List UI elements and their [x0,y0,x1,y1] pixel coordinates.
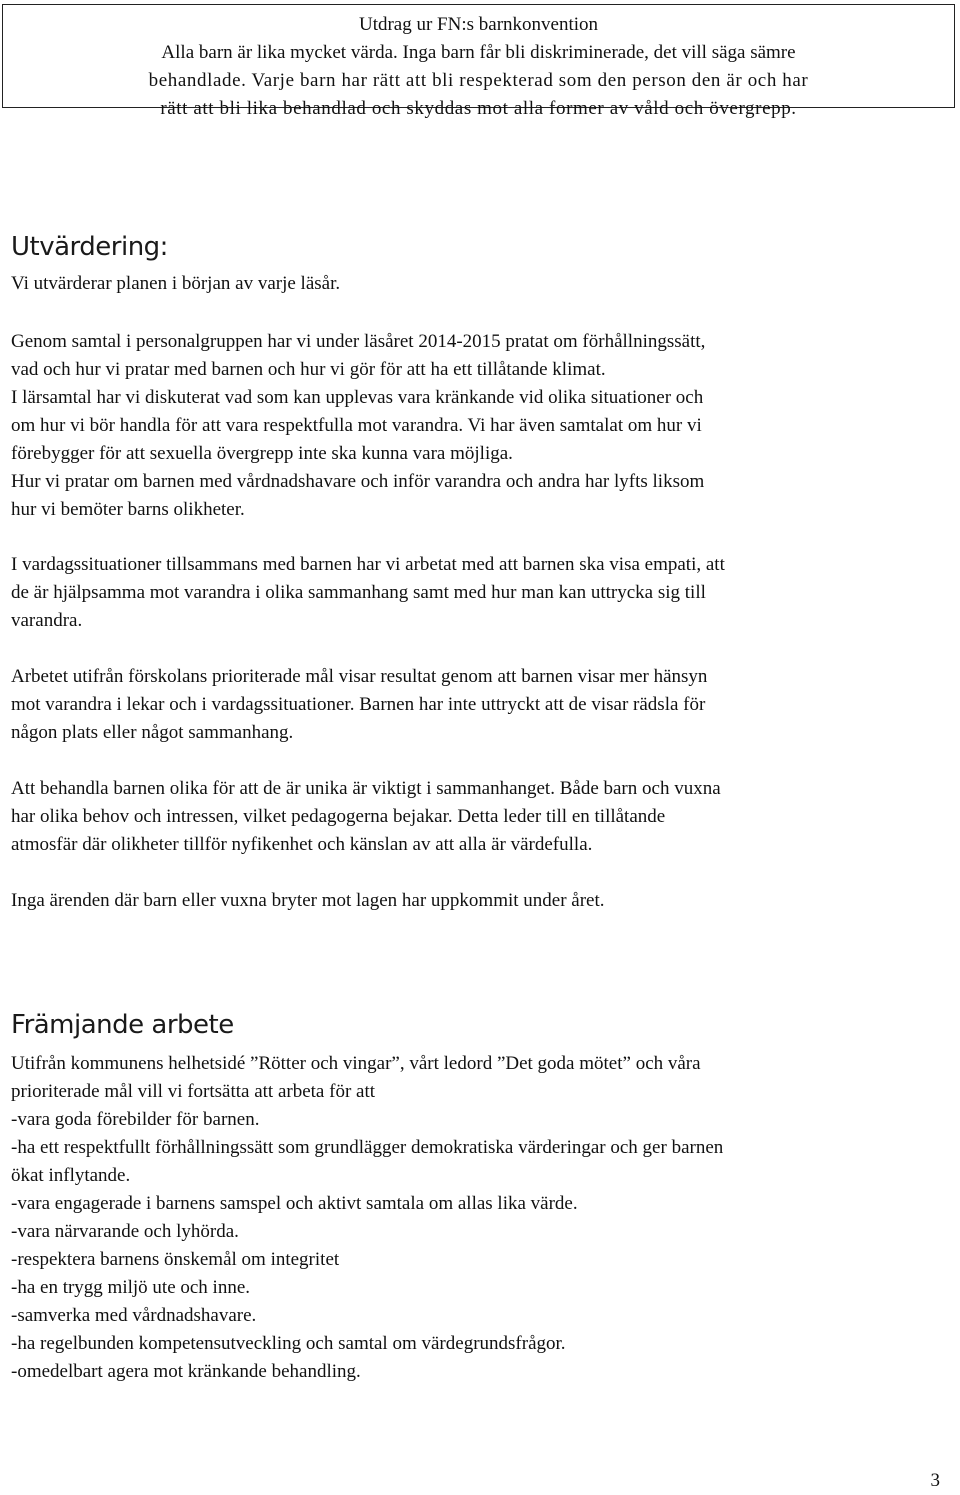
excerpt-title: Utdrag ur FN:s barnkonvention [358,14,599,35]
text-line: Vi utvärderar planen i början av varje läsår. [11,273,341,294]
text-line: Arbetet utifrån förskolans prioriterade mål visar resultat genom att barnen visar mer hänsyn [11,666,708,687]
evaluation-paragraph-2 [11,551,946,635]
list-item: -vara engagerade i barnens samspel och aktivt samtala om allas lika värde. [11,1193,578,1214]
text-line: Att behandla barnen olika för att de är unika är viktigt i sammanhanget. Både barn och vuxna [11,778,721,799]
excerpt-line: behandlade. Varje barn har rätt att bli respekterad som den person den är och har [148,70,809,91]
evaluation-intro [11,270,946,298]
evaluation-paragraph-1 [11,328,946,524]
text-line: prioriterade mål vill vi fortsätta att arbeta för att [11,1081,376,1102]
text-line: I vardagssituationer tillsammans med barnen har vi arbetat med att barnen ska visa empati, att [11,554,725,575]
list-item: -ha ett respektfullt förhållningssätt som grundlägger demokratiska värderingar och ger barnen [11,1137,724,1158]
promotion-heading: Främjande arbete [11,1010,234,1040]
list-item: -vara närvarande och lyhörda. [11,1221,239,1242]
promotion-list [11,1050,946,1386]
text-line: Utifrån kommunens helhetsidé ”Rötter och vingar”, vårt ledord ”Det goda mötet” och våra [11,1053,701,1074]
list-item: -vara goda förebilder för barnen. [11,1109,260,1130]
page-number: 3 [930,1470,940,1491]
evaluation-paragraph-3 [11,663,946,747]
text-line: Hur vi pratar om barnen med vårdnadshavare och inför varandra och andra har lyfts liksom [11,471,705,492]
text-line: I lärsamtal har vi diskuterat vad som kan upplevas vara kränkande vid olika situationer och [11,387,704,408]
evaluation-paragraph-5 [11,887,946,915]
text-line: vad och hur vi pratar med barnen och hur vi gör för att ha ett tillåtande klimat. [11,359,606,380]
evaluation-heading: Utvärdering: [11,232,168,262]
excerpt-line: rätt att bli lika behandlad och skyddas mot alla former av våld och övergrepp. [160,98,797,119]
text-line: har olika behov och intressen, vilket pedagogerna bejakar. Detta leder till en tillåtande [11,806,666,827]
list-item: -omedelbart agera mot kränkande behandling. [11,1361,361,1382]
text-line: varandra. [11,610,83,631]
list-item: -respektera barnens önskemål om integritet [11,1249,340,1270]
list-item: ökat inflytande. [11,1165,131,1186]
excerpt-line: Alla barn är lika mycket värda. Inga barn får bli diskriminerade, det vill säga sämre [161,42,796,63]
text-line: Inga ärenden där barn eller vuxna bryter mot lagen har uppkommit under året. [11,890,605,911]
text-line: mot varandra i lekar och i vardagssituationer. Barnen har inte uttryckt att de visar rädsla för [11,694,706,715]
list-item: -samverka med vårdnadshavare. [11,1305,257,1326]
convention-excerpt-box [2,4,955,119]
list-item: -ha en trygg miljö ute och inne. [11,1277,251,1298]
text-line: förebygger för att sexuella övergrepp inte ska kunna vara möjliga. [11,443,513,464]
text-line: Genom samtal i personalgruppen har vi under läsåret 2014-2015 pratat om förhållningssätt, [11,331,706,352]
evaluation-paragraph-4 [11,775,946,859]
text-line: någon plats eller något sammanhang. [11,722,294,743]
text-line: om hur vi bör handla för att vara respektfulla mot varandra. Vi har även samtalat om hur vi [11,415,702,436]
list-item: -ha regelbunden kompetensutveckling och samtal om värdegrundsfrågor. [11,1333,566,1354]
text-line: atmosfär där olikheter tillför nyfikenhet och känslan av att alla är värdefulla. [11,834,593,855]
text-line: de är hjälpsamma mot varandra i olika sammanhang samt med hur man kan uttrycka sig till [11,582,706,603]
text-line: hur vi bemöter barns olikheter. [11,499,245,520]
